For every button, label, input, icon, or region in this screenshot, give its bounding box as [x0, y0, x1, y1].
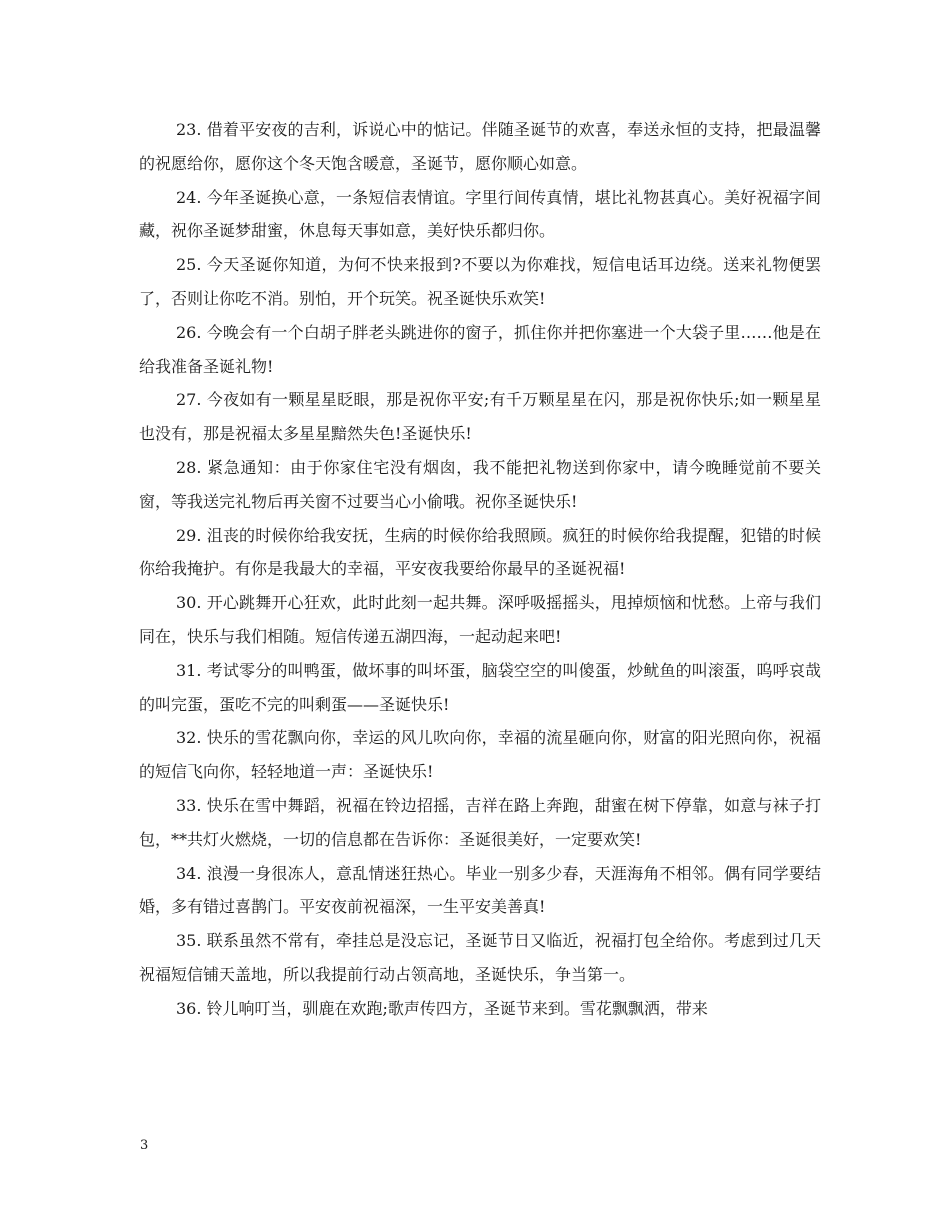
paragraph-30: 30. 开心跳舞开心狂欢，此时此刻一起共舞。深呼吸摇摇头，甩掉烦恼和忧愁。上帝与我们同在，快乐与我们相随。短信传递五湖四海，一起动起来吧! [139, 593, 821, 646]
paragraph-33: 33. 快乐在雪中舞蹈，祝福在铃边招摇，吉祥在路上奔跑，甜蜜在树下停靠，如意与袜子打包，**共灯火燃烧，一切的信息都在告诉你：圣诞很美好，一定要欢笑! [139, 795, 821, 849]
paragraph-23: 23. 借着平安夜的吉利，诉说心中的惦记。伴随圣诞节的欢喜，奉送永恒的支持，把最温馨的祝愿给你，愿你这个冬天饱含暖意，圣诞节，愿你顺心如意。 [139, 120, 821, 173]
paragraph-34: 34. 浪漫一身很冻人，意乱情迷狂热心。毕业一别多少春，天涯海角不相邻。偶有同学要结婚，多有错过喜鹊门。平安夜前祝福深，一生平安美善真! [139, 863, 821, 917]
paragraph-26: 26. 今晚会有一个白胡子胖老头跳进你的窗子，抓住你并把你塞进一个大袋子里……他是在给我准备圣诞礼物! [139, 322, 821, 376]
paragraph-35: 35. 联系虽然不常有，牵挂总是没忘记，圣诞节日又临近，祝福打包全给你。考虑到过几天祝福短信铺天盖地，所以我提前行动占领高地，圣诞快乐，争当第一。 [139, 931, 821, 984]
paragraph-36: 36. 铃儿响叮当，驯鹿在欢跑;歌声传四方，圣诞节来到。雪花飘飘洒，带来 [176, 998, 708, 1018]
paragraph-31: 31. 考试零分的叫鸭蛋，做坏事的叫坏蛋，脑袋空空的叫傻蛋，炒鱿鱼的叫滚蛋，呜呼哀哉的叫完蛋，蛋吃不完的叫剩蛋——圣诞快乐! [139, 660, 821, 714]
paragraph-25: 25. 今天圣诞你知道，为何不快来报到?不要以为你难找，短信电话耳边绕。送来礼物便罢了，否则让你吃不消。别怕，开个玩笑。祝圣诞快乐欢笑! [139, 255, 821, 308]
paragraph-28: 28. 紧急通知：由于你家住宅没有烟囱，我不能把礼物送到你家中，请今晚睡觉前不要关窗，等我送完礼物后再关窗不过要当心小偷哦。祝你圣诞快乐! [139, 457, 821, 511]
paragraph-29: 29. 沮丧的时候你给我安抚，生病的时候你给我照顾。疯狂的时候你给我提醒，犯错的时候你给我掩护。有你是我最大的幸福，平安夜我要给你最早的圣诞祝福! [139, 525, 821, 579]
paragraph-27: 27. 今夜如有一颗星星眨眼，那是祝你平安;有千万颗星星在闪，那是祝你快乐;如一颗星星也没有，那是祝福太多星星黯然失色!圣诞快乐! [139, 390, 821, 444]
page-number: 3 [140, 1138, 149, 1153]
paragraph-32: 32. 快乐的雪花飘向你，幸运的风儿吹向你，幸福的流星砸向你，财富的阳光照向你，祝福的短信飞向你，轻轻地道一声：圣诞快乐! [139, 728, 821, 782]
paragraph-24: 24. 今年圣诞换心意，一条短信表情谊。字里行间传真情，堪比礼物甚真心。美好祝福字间藏，祝你圣诞梦甜蜜，休息每天事如意，美好快乐都归你。 [139, 187, 821, 241]
body-text [139, 113, 821, 1026]
